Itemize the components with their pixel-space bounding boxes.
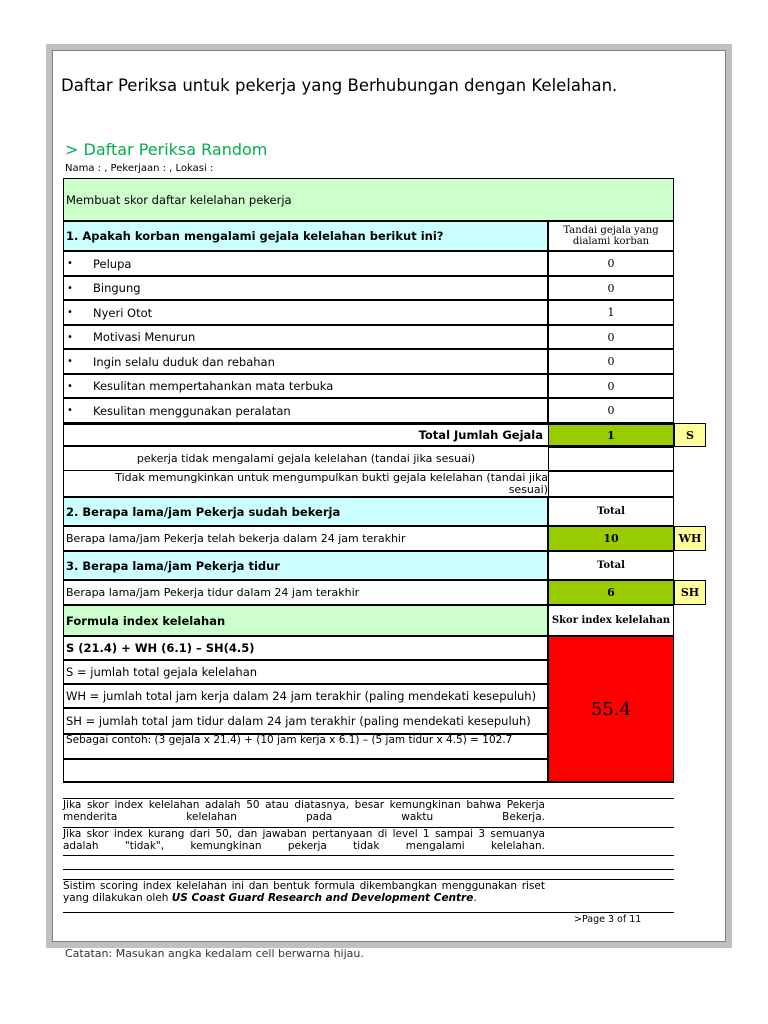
no-symptom-label: pekerja tidak mengalami gejala kelelahan (tandai jika sesuai) (63, 447, 548, 471)
symptom-value[interactable]: 0 (548, 374, 674, 398)
total-symptoms-label: Total Jumlah Gejala (63, 423, 548, 447)
symptom-label: Bingung (93, 281, 141, 295)
bullet-icon: • (67, 356, 73, 367)
q2-row-label: Berapa lama/jam Pekerja telah bekerja dalam 24 jam terakhir (63, 526, 548, 551)
page-indicator: >Page 3 of 11 (574, 914, 642, 925)
score-header: Skor index kelelahan (548, 605, 674, 636)
q3-column-header: Total (548, 551, 674, 580)
no-evidence-checkbox[interactable] (548, 471, 674, 497)
note-below-threshold (63, 828, 545, 852)
worker-meta: Nama : , Pekerjaan : , Lokasi : (65, 163, 214, 174)
note-threshold (63, 799, 545, 823)
note-source-org: US Coast Guard Research and Development Centre (171, 892, 474, 904)
work-hours-input[interactable]: 10 (548, 526, 674, 551)
symptom-value[interactable]: 0 (548, 276, 674, 300)
symptom-value[interactable]: 0 (548, 325, 674, 349)
symptom-label: Kesulitan mempertahankan mata terbuka (93, 379, 334, 393)
symptom-value[interactable]: 0 (548, 349, 674, 374)
formula-blank-row (63, 759, 548, 783)
symptom-row (63, 398, 548, 423)
q1-question: 1. Apakah korban mengalami gejala kelelahan berikut ini? (63, 221, 548, 251)
note-threshold-text: Jika skor index kelelahan adalah 50 atau diatasnya, besar kemungkinan bahwa Pekerja menderita kelelahan pada waktu Bekerja. (63, 799, 545, 823)
symptom-value[interactable]: 1 (548, 300, 674, 325)
formula-example: Sebagai contoh: (3 gejala x 21.4) + (10 jam kerja x 6.1) – (5 jam tidur x 4.5) = 102.7 (63, 734, 548, 759)
symptom-row (63, 251, 548, 276)
note-source-suffix: . (473, 892, 477, 904)
bullet-icon: • (67, 331, 73, 343)
formula-line-wh: WH = jumlah total jam kerja dalam 24 jam terakhir (paling mendekati kesepuluh) (63, 684, 548, 708)
q3-row-label: Berapa lama/jam Pekerja tidur dalam 24 jam terakhir (63, 580, 548, 605)
section-subtitle: > Daftar Periksa Random (65, 140, 268, 159)
total-symptoms-value[interactable]: 1 (548, 423, 674, 447)
note-source (63, 880, 545, 904)
footer-caption: Catatan: Masukan angka kedalam cell berwarna hijau. (65, 947, 364, 960)
note-below-threshold-text: Jika skor index kurang dari 50, dan jawaban pertanyaan di level 1 sampai 3 semuanya adalah "tidak", kemungkinan pekerja tidak mengalami kelelahan. (63, 828, 545, 852)
symptom-row (63, 325, 548, 349)
symptom-label: Motivasi Menurun (93, 330, 196, 344)
symptom-label: Kesulitan menggunakan peralatan (93, 403, 291, 418)
symptom-value[interactable]: 0 (548, 251, 674, 276)
q1-column-header: Tandai gejala yang dialami korban (548, 221, 674, 251)
q2-question: 2. Berapa lama/jam Pekerja sudah bekerja (63, 497, 548, 526)
bullet-icon: • (67, 282, 73, 294)
code-s: S (674, 423, 706, 447)
code-wh: WH (674, 526, 706, 551)
no-evidence-label (63, 471, 548, 497)
symptom-row (63, 374, 548, 398)
formula-line-s: S = jumlah total gejala kelelahan (63, 660, 548, 684)
symptom-value[interactable]: 0 (548, 398, 674, 423)
formula-line-sh: SH = jumlah total jam tidur dalam 24 jam terakhir (paling mendekati kesepuluh) (63, 708, 548, 734)
bullet-icon: • (67, 380, 73, 392)
symptom-row (63, 349, 548, 374)
fatigue-score: 55.4 (548, 636, 674, 783)
code-sh: SH (674, 580, 706, 605)
document-title: Daftar Periksa untuk pekerja yang Berhubungan dengan Kelelahan. (61, 76, 618, 95)
notes-divider (63, 855, 674, 856)
symptom-row (63, 276, 548, 300)
q2-column-header: Total (548, 497, 674, 526)
note-source-prefix: Sistim scoring index kelelahan ini dan bentuk formula dikembangkan menggunakan riset yang dilakukan oleh (63, 880, 545, 904)
no-symptom-checkbox[interactable] (548, 447, 674, 471)
bullet-icon: • (67, 258, 73, 269)
symptom-row (63, 300, 548, 325)
bullet-icon: • (67, 405, 73, 416)
sleep-hours-input[interactable]: 6 (548, 580, 674, 605)
bullet-icon: • (67, 307, 73, 318)
notes-divider (63, 869, 674, 870)
symptom-label: Nyeri Otot (93, 305, 153, 320)
section-header: Membuat skor daftar kelelahan pekerja (63, 178, 674, 221)
notes-divider (63, 912, 674, 913)
symptom-label: Pelupa (93, 256, 132, 271)
formula-expression: S (21.4) + WH (6.1) – SH(4.5) (63, 636, 548, 660)
formula-header: Formula index kelelahan (63, 605, 548, 636)
no-evidence-text: Tidak memungkinkan untuk mengumpulkan bukti gejala kelelahan (tandai jika sesuai) (115, 471, 548, 496)
q3-question: 3. Berapa lama/jam Pekerja tidur (63, 551, 548, 580)
symptom-label: Ingin selalu duduk dan rebahan (93, 354, 275, 369)
